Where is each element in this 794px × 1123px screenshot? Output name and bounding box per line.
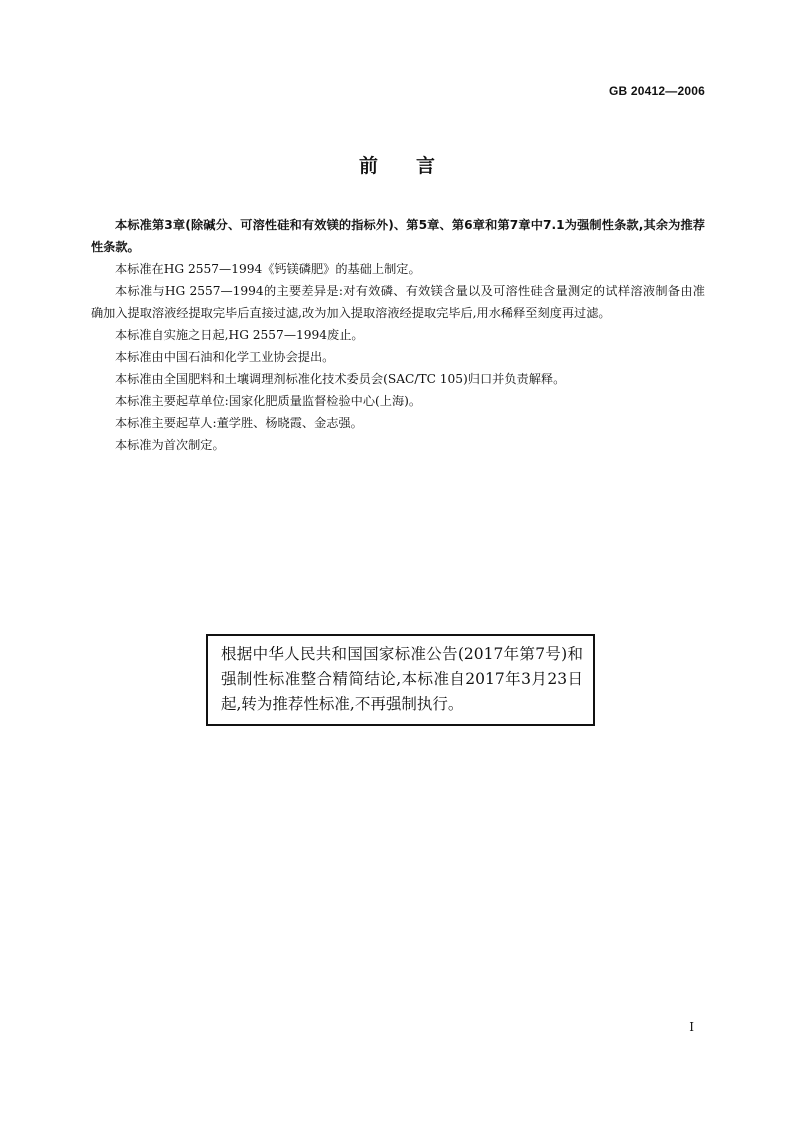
- paragraph-mandatory-clauses: 本标准第3章(除碱分、可溶性硅和有效镁的指标外)、第5章、第6章和第7章中7.1为强制性条款,其余为推荐性条款。: [91, 218, 705, 254]
- paragraph-replacement: 本标准自实施之日起,HG 2557—1994废止。: [115, 328, 364, 342]
- paragraph-drafters: 本标准主要起草人:董学胜、杨晓霞、金志强。: [115, 416, 363, 430]
- standard-number: GB 20412—2006: [609, 84, 705, 98]
- paragraph-committee: 本标准由全国肥料和土壤调理剂标准化技术委员会(SAC/TC 105)归口并负责解释。: [115, 372, 566, 386]
- paragraph-differences: 本标准与HG 2557—1994的主要差异是:对有效磷、有效镁含量以及可溶性硅含量测定的试样溶液制备由准确加入提取溶液经提取完毕后直接过滤,改为加入提取溶液经提取完毕后,用水稀释至刻度再过滤。: [91, 284, 705, 320]
- page-title: 前言: [358, 155, 473, 177]
- paragraph-basis: 本标准在HG 2557—1994《钙镁磷肥》的基础上制定。: [115, 262, 421, 276]
- foreword-body: [91, 214, 705, 456]
- notice-text: 根据中华人民共和国国家标准公告(2017年第7号)和强制性标准整合精简结论,本标准自2017年3月23日起,转为推荐性标准,不再强制执行。: [221, 645, 583, 713]
- paragraph-drafting-unit: 本标准主要起草单位:国家化肥质量监督检验中心(上海)。: [115, 394, 422, 408]
- page-number: I: [689, 1020, 694, 1034]
- paragraph-proposer: 本标准由中国石油和化学工业协会提出。: [115, 350, 335, 364]
- paragraph-first-edition: 本标准为首次制定。: [115, 438, 225, 452]
- notice-box: [206, 634, 595, 726]
